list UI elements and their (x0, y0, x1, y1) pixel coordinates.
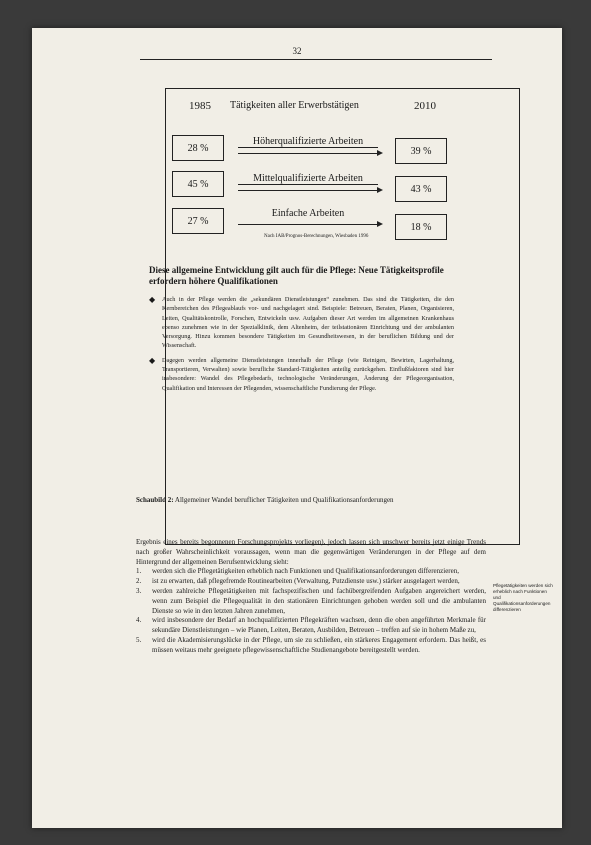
percent-box-left: 45 % (172, 171, 224, 197)
bullet-item: ◆ Dagegen werden allgemeine Dienstleistungen innerhalb der Pflege (wie Reinigen, Bewirten, Lagerhaltung, Transportieren, Verwalten) sowie berufliche Standard-Tätigkeiten anteilig zurückgehen. Einflußfaktoren sind hier insbesondere: Wandel des Pflegebedarfs, technologische Veränderungen, Änderung der Pflegeorganisation, Qualifikation und Interessen der Pflegenden, wissenschaftliche Fundierung der Pflege. (149, 356, 454, 393)
page-number: 32 (292, 46, 302, 56)
section-heading: Diese allgemeine Entwicklung gilt auch für die Pflege: Neue Tätigkeitsprofile erfordern höhere Qualifikationen (149, 265, 444, 286)
percent-box-right: 39 % (395, 138, 447, 164)
figure-caption (136, 495, 486, 505)
caption-text: Allgemeiner Wandel beruflicher Tätigkeiten und Qualifikationsanforderungen (174, 496, 394, 504)
list-item: 2. ist zu erwarten, daß pflegefremde Routinearbeiten (Verwaltung, Putzdienste usw.) stärker ausgelagert werden, (136, 577, 460, 586)
year-right: 2010 (414, 100, 436, 112)
margin-note: Pflegetätigkeiten werden sich erheblich nach Funktionen und Qualifikationsanforderungen differenzieren (493, 583, 553, 612)
row-label: Einfache Arbeiten (271, 208, 345, 219)
arrow-right-icon (238, 153, 378, 154)
qualification-diagram (32, 28, 562, 240)
text-section (149, 265, 454, 398)
row-label: Höherqualifizierte Arbeiten (238, 136, 378, 148)
percent-box-left: 27 % (172, 208, 224, 234)
source-note: Nach IAB/Prognos-Berechnungen, Wiesbaden 1996 (264, 234, 369, 239)
arrow-right-icon (238, 190, 378, 191)
diagram-title: Tätigkeiten aller Erwerbstätigen (230, 100, 359, 111)
list-item: 4. wird insbesondere der Bedarf an hochqualifizierten Pflegekräften wachsen, denn die oben angeführten Merkmale für sekundäre Dienstleistungen – wie Planen, Leiten, Beraten, Ausbilden, Betreuen – treffen auf sie in hohem Maße zu, (136, 616, 486, 635)
row-label: Mittelqualifizierte Arbeiten (238, 173, 378, 185)
percent-box-right: 43 % (395, 176, 447, 202)
list-item: 1. werden sich die Pflegetätigkeiten erheblich nach Funktionen und Qualifikationsanforderungen differenzieren, (136, 567, 459, 576)
document-page (32, 28, 562, 828)
trend-list (136, 567, 486, 655)
body-text (136, 538, 486, 656)
percent-box-left: 28 % (172, 135, 224, 161)
caption-label: Schaubild 2: (136, 496, 174, 504)
bullet-item: ◆ Auch in der Pflege werden die „sekundären Dienstleistungen“ zunehmen. Das sind die Tätigkeiten, die den Kernbereichen des Pflegeablaufs vor- und nachgelagert sind. Beispiele: Betreuen, Beraten, Planen, Organisieren, Leiten, Qualitätskontrolle, Forschen, Entwickeln usw. Aufgaben dieser Art werden im allgemeinen Krankenhaus ebenso zunehmen wie in der Spezialklinik, dem Altenheim, der teilstationären Einrichtung und der ambulanten Versorgung. Hinzu kommen besondere Tätigkeiten im Gesundheitswesen, in der beruflichen Bildung und der Wissenschaft. (149, 295, 454, 351)
percent-box-right: 18 % (395, 214, 447, 240)
year-left: 1985 (189, 100, 211, 112)
arrow-right-icon (238, 224, 378, 225)
body-intro: Ergebnis eines bereits begonnenen Forschungsprojekts vorliegen), jedoch lassen sich unschwer bereits jetzt einige Trends nach großer Wahrscheinlichkeit voraussagen, wenn man die gegenwärtigen Veränderungen in der Pflege auf dem Hintergrund der allgemeinen Berufsentwicklung sieht: (136, 538, 486, 566)
list-item: 5. wird die Akademisierungslücke in der Pflege, um sie zu schließen, ein stärkeres Engagement erfordern. Das heißt, es müssen weitaus mehr geeignete pflegewissenschaftliche Studienangebote bereitgestellt werden. (136, 635, 486, 654)
list-item: 3. werden zahlreiche Pflegetätigkeiten mit fachspezifischen und fachübergreifenden Aufgaben angereichert werden, wenn zum Beispiel die Pflegequalität in den stationären Einrichtungen gehoben werden soll und die ambulanten Dienste so wie in den letzten Jahren zunehmen, (136, 586, 486, 615)
